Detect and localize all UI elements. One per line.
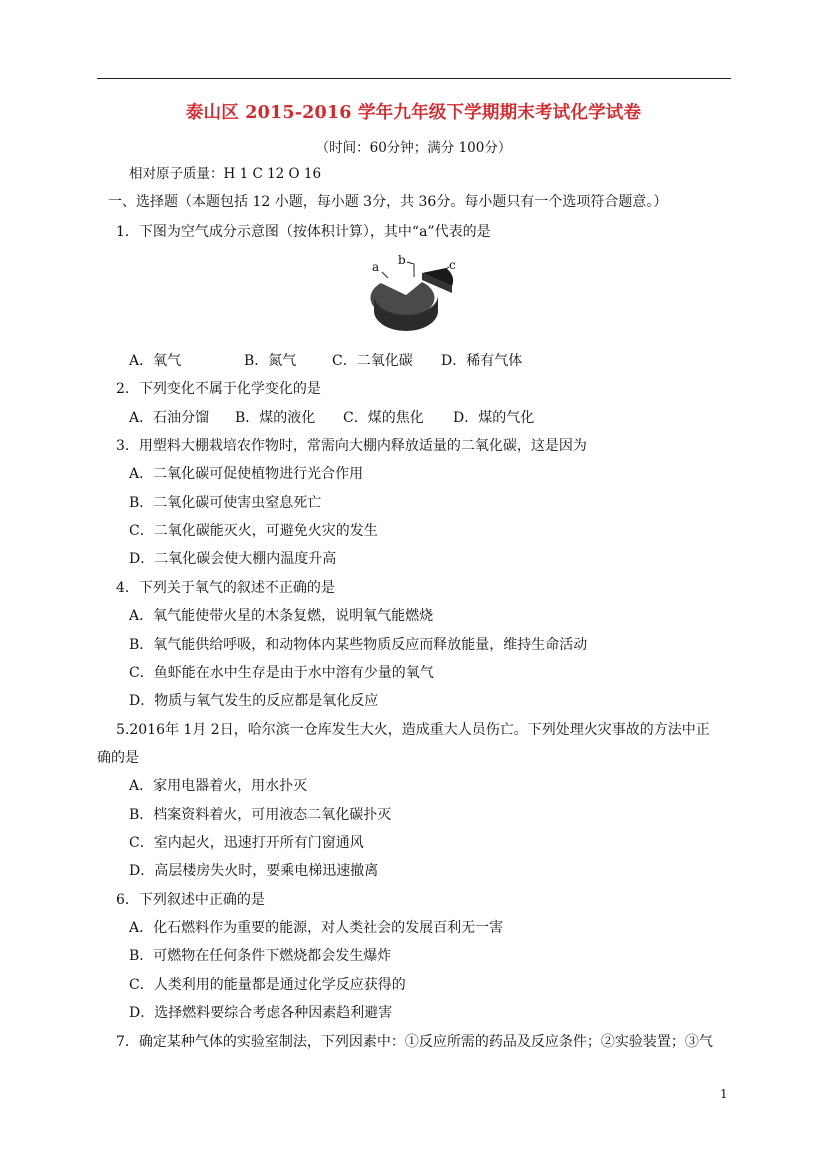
exam-subtitle: （时间：60分钟；满分 100分） — [315, 140, 512, 156]
q6-option-a: A．化石燃料作为重要的能源，对人类社会的发展百利无一害 — [129, 920, 504, 936]
question-3-stem: 3．用塑料大棚栽培农作物时，常需向大棚内释放适量的二氧化碳，这是因为 — [116, 438, 587, 454]
q5-option-b: B．档案资料着火，可用液态二氧化碳扑灭 — [129, 807, 392, 823]
q3-option-c: C．二氧化碳能灭火，可避免火灾的发生 — [129, 523, 378, 539]
q1-option-b: B．氮气 — [244, 353, 297, 369]
question-5-stem: 5.2016年 1月 2日，哈尔滨一仓库发生大火，造成重大人员伤亡。下列处理火灾事故的方法中正 — [116, 722, 710, 738]
q1-option-c: C．二氧化碳 — [332, 353, 413, 369]
atomic-mass-line: 相对原子质量：H 1 C 12 O 16 — [129, 166, 322, 182]
q2-option-c: C．煤的焦化 — [343, 410, 424, 426]
label-b-leader — [407, 262, 414, 277]
page-number: 1 — [720, 1087, 728, 1101]
question-5-stem-cont: 确的是 — [97, 750, 139, 766]
question-2-stem: 2．下列变化不属于化学变化的是 — [116, 381, 321, 397]
q6-option-d: D．选择燃料要综合考虑各种因素趋利避害 — [129, 1005, 393, 1021]
question-7-stem: 7．确定某种气体的实验室制法，下列因素中：①反应所需的药品及反应条件；②实验装置；③气 — [116, 1034, 713, 1050]
pie-label-a: a — [372, 260, 380, 274]
q4-option-d: D．物质与氧气发生的反应都是氧化反应 — [129, 693, 379, 709]
air-composition-pie-figure — [366, 253, 466, 335]
q5-option-c: C．室内起火，迅速打开所有门窗通风 — [129, 835, 364, 851]
exam-title: 泰山区 2015-2016 学年九年级下学期期末考试化学试卷 — [185, 103, 642, 123]
q2-option-d: D．煤的气化 — [453, 410, 535, 426]
q2-option-b: B．煤的液化 — [235, 410, 316, 426]
header-rule — [97, 78, 731, 79]
q4-option-a: A．氧气能使带火星的木条复燃，说明氧气能燃烧 — [129, 608, 434, 624]
q5-option-a: A．家用电器着火，用水扑灭 — [129, 778, 308, 794]
q4-option-c: C．鱼虾能在水中生存是由于水中溶有少量的氧气 — [129, 665, 434, 681]
q1-option-d: D．稀有气体 — [441, 353, 523, 369]
q3-option-d: D．二氧化碳会使大棚内温度升高 — [129, 551, 337, 567]
question-2-options — [129, 409, 534, 427]
q3-option-b: B．二氧化碳可使害虫窒息死亡 — [129, 495, 322, 511]
question-1-stem: 1．下图为空气成分示意图（按体积计算），其中“a”代表的是 — [116, 224, 491, 240]
q1-option-a: A．氧气 — [129, 353, 182, 369]
question-6-stem: 6．下列叙述中正确的是 — [116, 892, 265, 908]
q4-option-b: B．氧气能供给呼吸，和动物体内某些物质反应而释放能量，维持生命活动 — [129, 637, 588, 653]
label-a-leader — [382, 272, 388, 278]
question-4-stem: 4．下列关于氧气的叙述不正确的是 — [116, 580, 335, 596]
pie-label-b: b — [398, 253, 406, 267]
q6-option-b: B．可燃物在任何条件下燃烧都会发生爆炸 — [129, 948, 392, 964]
q5-option-d: D．高层楼房失火时，要乘电梯迅速撤离 — [129, 863, 379, 879]
q6-option-c: C．人类利用的能量都是通过化学反应获得的 — [129, 977, 406, 993]
pie-label-c: c — [449, 258, 456, 272]
question-1-options — [129, 352, 522, 370]
q3-option-a: A．二氧化碳可促使植物进行光合作用 — [129, 466, 364, 482]
section-heading: 一、选择题（本题包括 12 小题，每小题 3分，共 36分。每小题只有一个选项符合题意。） — [108, 194, 668, 210]
q2-option-a: A．石油分馏 — [129, 410, 210, 426]
